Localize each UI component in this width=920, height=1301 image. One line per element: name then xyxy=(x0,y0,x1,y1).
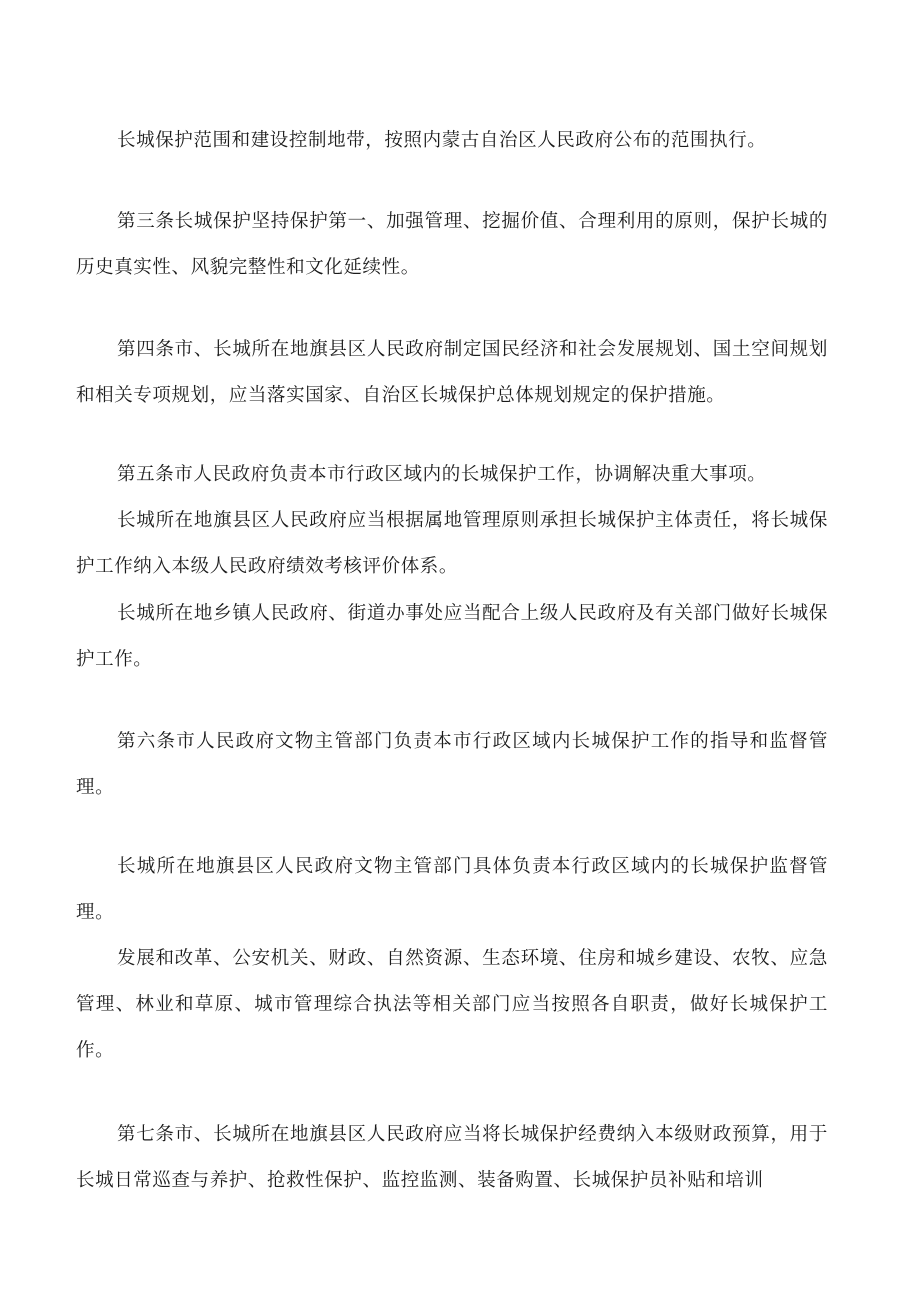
paragraph-protection-scope: 长城保护范围和建设控制地带，按照内蒙古自治区人民政府公布的范围执行。 xyxy=(117,130,767,151)
paragraph-article-4: 第四条市、长城所在地旗县区人民政府制定国民经济和社会发展规划、国土空间规划和相关专项规划，应当落实国家、自治区长城保护总体规划规定的保护措施。 xyxy=(76,339,828,406)
paragraph-related-departments: 发展和改革、公安机关、财政、自然资源、生态环境、住房和城乡建设、农牧、应急管理、林业和草原、城市管理综合执法等相关部门应当按照各自职责，做好长城保护工作。 xyxy=(76,948,828,1061)
paragraph-county-responsibility: 长城所在地旗县区人民政府应当根据属地管理原则承担长城保护主体责任，将长城保护工作纳入本级人民政府绩效考核评价体系。 xyxy=(76,510,828,577)
paragraph-article-7: 第七条市、长城所在地旗县区人民政府应当将长城保护经费纳入本级财政预算，用于长城日常巡查与养护、抢救性保护、监控监测、装备购置、长城保护员补贴和培训 xyxy=(76,1124,828,1191)
paragraph-township-cooperation: 长城所在地乡镇人民政府、街道办事处应当配合上级人民政府及有关部门做好长城保护工作。 xyxy=(76,603,828,670)
paragraph-article-6: 第六条市人民政府文物主管部门负责本市行政区域内长城保护工作的指导和监督管理。 xyxy=(76,731,828,798)
paragraph-article-3: 第三条长城保护坚持保护第一、加强管理、挖掘价值、合理利用的原则，保护长城的历史真实性、风貌完整性和文化延续性。 xyxy=(76,211,828,278)
paragraph-article-5: 第五条市人民政府负责本市行政区域内的长城保护工作，协调解决重大事项。 xyxy=(117,464,767,485)
paragraph-county-cultural-relics: 长城所在地旗县区人民政府文物主管部门具体负责本行政区域内的长城保护监督管理。 xyxy=(76,856,828,923)
